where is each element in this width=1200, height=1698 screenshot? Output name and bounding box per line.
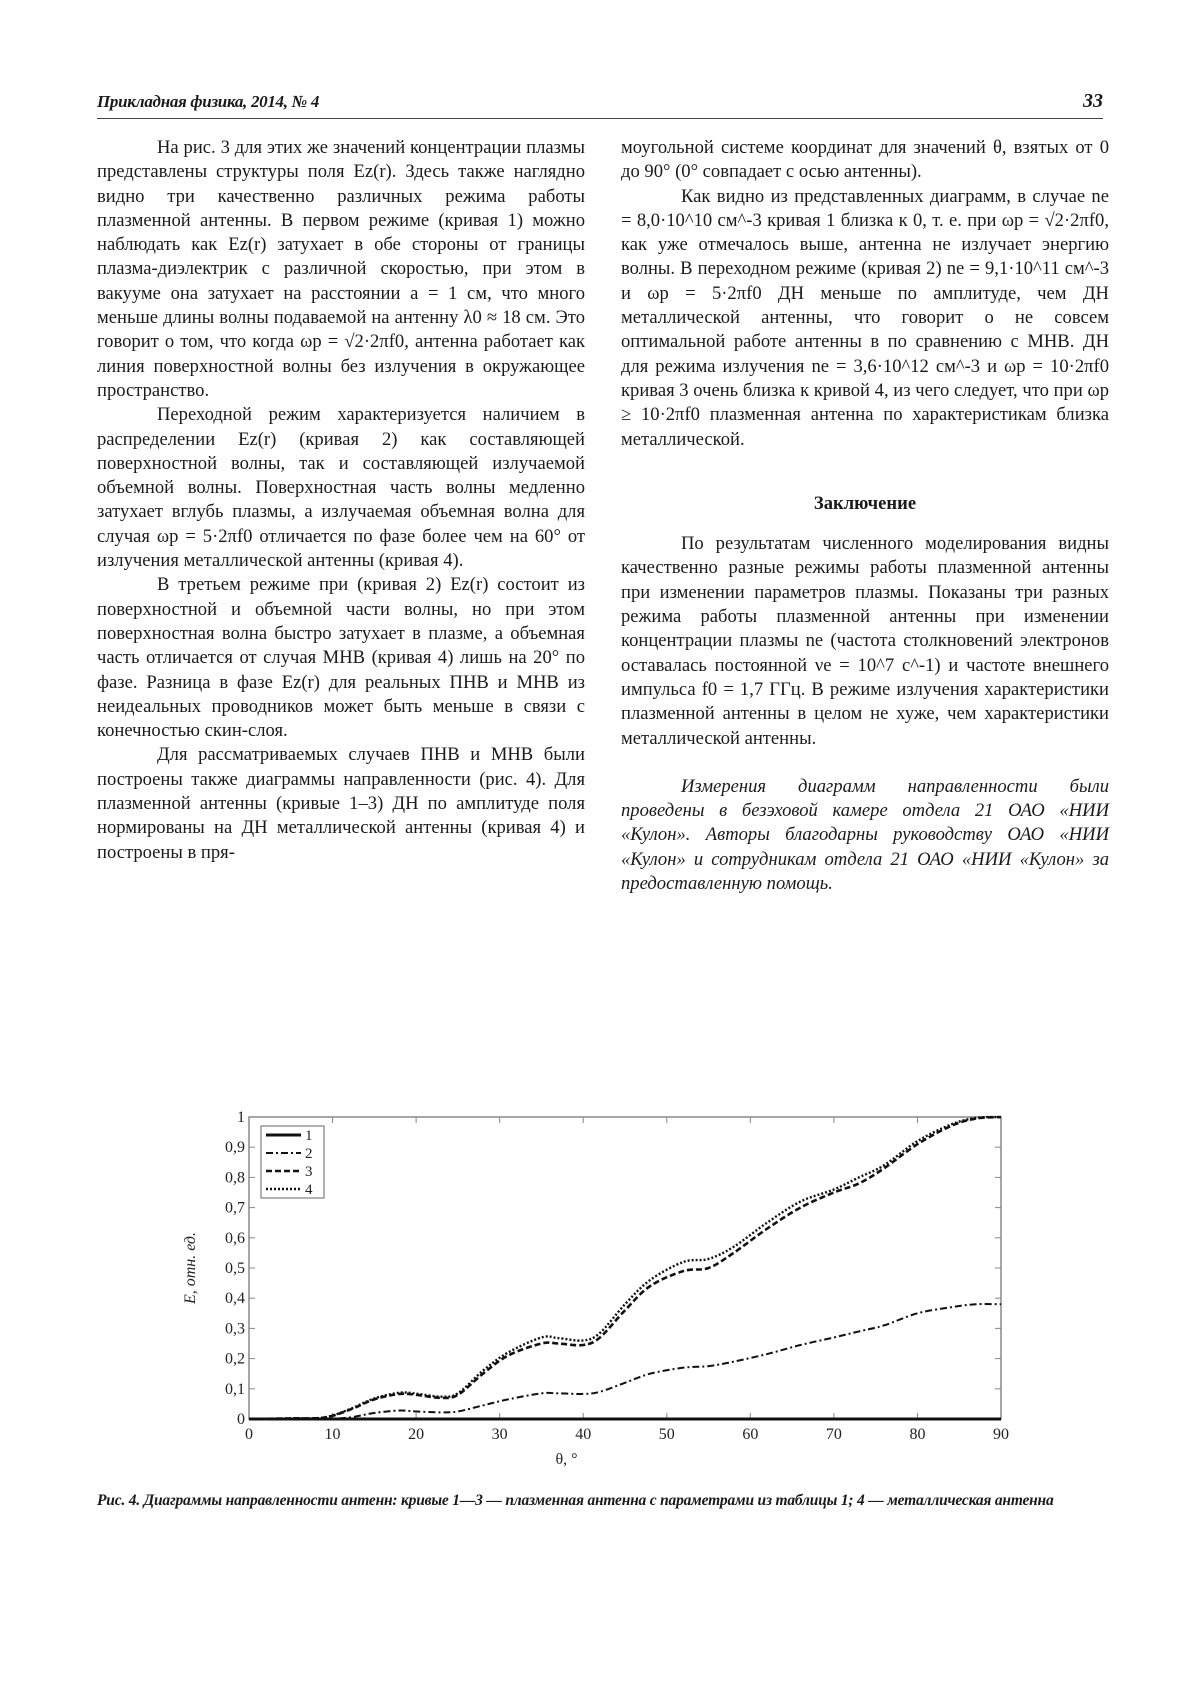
series-4-line <box>249 1117 1001 1419</box>
x-tick-label: 60 <box>742 1426 759 1443</box>
x-axis-label: θ, ° <box>555 1451 578 1468</box>
paragraph: Переходной режим характеризуется наличием в распределении Ez(r) (кривая 2) как составляющей поверхностной волны, так и составляющей излучаемой объемной волны. Поверхностная часть волны медленно затухает вглубь плазмы, а излучаемая объемная волна для случая ωp = 5·2πf0 отличается по фазе более чем на 60° от излучения металлической антенны (кривая 4). <box>97 404 585 572</box>
series-3-line <box>249 1117 1001 1419</box>
series-2-line <box>249 1304 1001 1419</box>
y-tick-label: 0,7 <box>225 1199 245 1217</box>
y-tick-label: 0,3 <box>225 1320 245 1338</box>
figure-4 <box>170 1100 1030 1480</box>
paragraph: Для рассматриваемых случаев ПНВ и МНВ были построены также диаграммы направленности (рис. 4). Для плазменной антенны (кривые 1–3) ДН по амплитуде поля нормированы на ДН металлической антенны (кривая 4) и построены в пря- <box>97 744 585 863</box>
paragraph: По результатам численного моделирования видны качественно разные режимы работы плазменной антенны при изменении параметров плазмы. Показаны три разных режима работы плазменной антенны при изменении концентрации плазмы ne (частота столкновений электронов оставалась постоянной νe = 10^7 с^-1) и частоте внешнего импульса f0 = 1,7 ГГц. В режиме излучения характеристики плазменной антенны в целом не хуже, чем характеристики металлической антенны. <box>621 533 1109 749</box>
y-tick-label: 0,9 <box>225 1139 245 1157</box>
y-tick-label: 0,6 <box>225 1229 245 1247</box>
legend-label-4: 4 <box>305 1182 313 1198</box>
left-column <box>97 136 585 865</box>
y-tick-label: 0,5 <box>225 1260 245 1277</box>
directivity-chart <box>170 1100 1030 1480</box>
x-tick-label: 0 <box>245 1426 253 1443</box>
x-tick-label: 20 <box>408 1426 425 1443</box>
legend-label-3: 3 <box>305 1164 313 1180</box>
x-tick-label: 30 <box>491 1426 508 1443</box>
y-tick-label: 0,8 <box>225 1169 245 1187</box>
x-tick-label: 90 <box>993 1426 1009 1443</box>
paragraph: В третьем режиме при (кривая 2) Ez(r) состоит из поверхностной и объемной части волны, но при этом поверхностная волна быстро затухает в плазме, а объемная часть отличается от случая МНВ (кривая 4) лишь на 20° по фазе. Разница в фазе Ez(r) для реальных ПНВ и МНВ из неидеальных проводников может быть меньше в связи с конечностью скин-слоя. <box>97 574 585 742</box>
page-header <box>97 92 1103 119</box>
x-tick-label: 50 <box>658 1426 675 1443</box>
legend-label-1: 1 <box>305 1128 313 1144</box>
legend-label-2: 2 <box>305 1146 313 1162</box>
y-tick-label: 1 <box>237 1109 245 1126</box>
y-tick-label: 0,2 <box>225 1350 245 1368</box>
right-column <box>621 136 1109 896</box>
y-tick-label: 0 <box>237 1411 245 1428</box>
legend-box <box>261 1126 324 1198</box>
journal-title: Прикладная физика, 2014, № 4 <box>97 92 320 111</box>
paragraph: На рис. 3 для этих же значений концентрации плазмы представлены структуры поля Ez(r). Здесь также наглядно видно три качественно различных режима работы плазменной антенны. В первом режиме (кривая 1) можно наблюдать как Ez(r) затухает в обе стороны от границы плазма-диэлектрик с различной скоростью, при этом в вакууме она затухает на расстоянии a = 1 см, что много меньше длины волны подаваемой на антенну λ0 ≈ 18 см. Это говорит о том, что когда ωp = √2·2πf0, антенна работает как линия поверхностной волны без излучения в окружающее пространство. <box>97 137 585 401</box>
x-tick-label: 10 <box>324 1426 341 1443</box>
acknowledgement: Измерения диаграмм направленности были проведены в безэховой камере отдела 21 ОАО «НИИ «Кулон». Авторы благодарны руководству ОАО «НИИ «Кулон» и сотрудникам отдела 21 ОАО «НИИ «Кулон» за предоставленную помощь. <box>621 775 1109 895</box>
paragraph: моугольной системе координат для значений θ, взятых от 0 до 90° (0° совпадает с осью антенны). <box>621 137 1109 183</box>
y-tick-label: 0,4 <box>225 1290 245 1308</box>
section-heading: Заключение <box>813 492 917 514</box>
x-tick-label: 80 <box>909 1426 926 1443</box>
paragraph: Как видно из представленных диаграмм, в случае ne = 8,0·10^10 см^-3 кривая 1 близка к 0, т. е. при ωp = √2·2πf0, как уже отмечалось выше, антенна не излучает энергию волны. В переходном режиме (кривая 2) ne = 9,1·10^11 см^-3 и ωp = 5·2πf0 ДН меньше по амплитуде, чем ДН металлической антенны, что говорит о не совсем оптимальной работе антенны в по сравнению с МНВ. ДН для режима излучения ne = 3,6·10^12 см^-3 и ωp = 10·2πf0 кривая 3 очень близка к кривой 4, из чего следует, что при ωp ≥ 10·2πf0 плазменная антенна по характеристикам близка металлической. <box>621 185 1109 450</box>
page-number: 33 <box>1083 90 1103 112</box>
x-tick-label: 40 <box>575 1426 592 1443</box>
y-axis-label: E, отн. ед. <box>182 1231 199 1305</box>
y-tick-label: 0,1 <box>225 1380 245 1398</box>
plot-frame <box>249 1117 1001 1419</box>
x-tick-label: 70 <box>825 1426 842 1443</box>
figure-caption: Рис. 4. Диаграммы направленности антенн: кривые 1—3 — плазменная антенна с параметрами из таблицы 1; 4 — металлическая антенна <box>97 1492 1054 1509</box>
